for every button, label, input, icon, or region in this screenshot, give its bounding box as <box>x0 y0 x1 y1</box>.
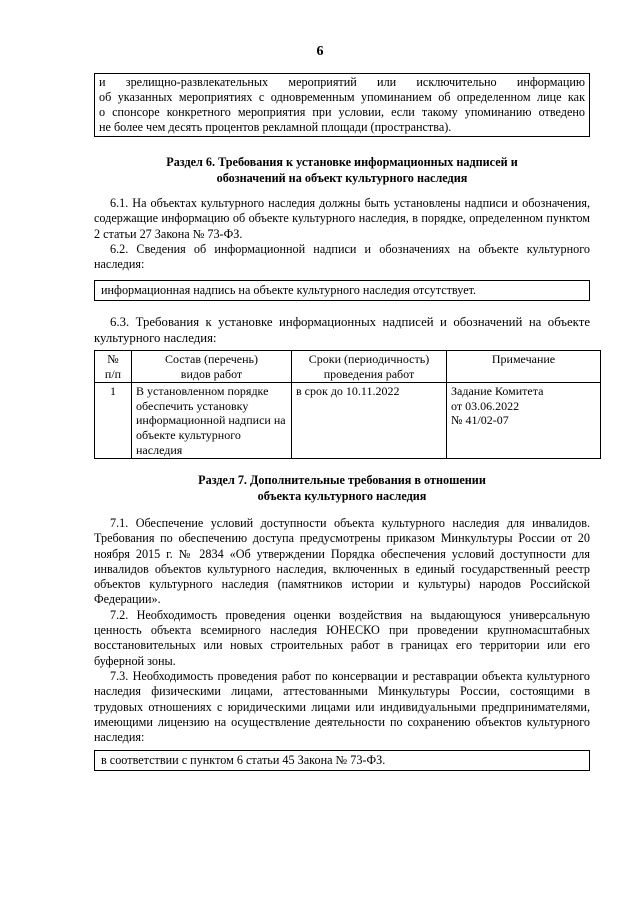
section6-heading-line2: обозначений на объект культурного наследия <box>216 171 468 185</box>
col-header-note: Примечание <box>447 351 601 383</box>
paragraph-7-2: 7.2. Необходимость проведения оценки воздействия на выдающуюся универсальную ценность объекта всемирного наследия ЮНЕСКО при проведении крупномасштабных восстановительных или новых строительных работ в границах его территории или его буферной зоны. <box>94 607 590 668</box>
cell-work: В установленном порядке обеспечить установку информационной надписи на объекте культурного наследия <box>132 383 292 459</box>
cell-num: 1 <box>95 383 132 459</box>
paragraph-7-1: 7.1. Обеспечение условий доступности объекта культурного наследия для инвалидов. Требования по обеспечению доступа предусмотрены приказом Минкультуры России от 20 ноября 2015 г. № 2834 «Об утверждении Порядка обеспечения условий доступности для инвалидов объектов культурного наследия, включенных в единый государственный реестр объектов культурного наследия (памятников истории и культуры) народов Российской Федерации». <box>94 516 590 607</box>
col-header-term: Сроки (периодичность) проведения работ <box>292 351 447 383</box>
section6-heading <box>94 154 590 186</box>
paragraph-6-1: 6.1. На объектах культурного наследия должны быть установлены надписи и обозначения, содержащие информацию об объекте культурного наследия, в порядке, определенном пунктом 2 статьи 27 Закона № 73-ФЗ. <box>94 196 590 241</box>
section7-body <box>94 516 590 745</box>
table-header-row <box>95 351 601 383</box>
section6-heading-line1: Раздел 6. Требования к установке информационных надписей и <box>166 155 518 169</box>
cell-note: Задание Комитета от 03.06.2022 № 41/02-07 <box>447 383 601 459</box>
cell-term: в срок до 10.11.2022 <box>292 383 447 459</box>
info-sign-box: информационная надпись на объекте культурного наследия отсутствует. <box>94 280 590 301</box>
paragraph-6-2: 6.2. Сведения об информационной надписи и обозначениях на объекте культурного наследия: <box>94 241 590 272</box>
box-line: о спонсоре конкретного мероприятия при условии, если такому упоминанию отведено <box>99 105 585 119</box>
section7-heading-line1: Раздел 7. Дополнительные требования в отношении <box>198 473 486 487</box>
continuation-box <box>94 73 590 137</box>
paragraph-7-3: 7.3. Необходимость проведения работ по консервации и реставрации объекта культурного наследия физическими лицами, аттестованными Минкультуры России, состоящими в трудовых отношениях с юридическими лицами или индивидуальными предпринимателями, имеющими лицензию на осуществление деятельности по сохранению объектов культурного наследия: <box>94 668 590 745</box>
restoration-box: в соответствии с пунктом 6 статьи 45 Закона № 73-ФЗ. <box>94 750 590 771</box>
paragraph-6-3: 6.3. Требования к установке информационных надписей и обозначений на объекте культурного наследия: <box>94 315 590 345</box>
section6-body <box>94 196 590 272</box>
section6-3 <box>94 314 590 346</box>
box-line: и зрелищно-развлекательных мероприятий или исключительно информацию <box>99 75 585 89</box>
col-header-num: № п/п <box>95 351 132 383</box>
col-header-work: Состав (перечень) видов работ <box>132 351 292 383</box>
box-line: не более чем десять процентов рекламной площади (пространства). <box>99 120 452 134</box>
section7-heading-line2: объекта культурного наследия <box>257 489 427 503</box>
requirements-table <box>94 350 601 459</box>
table-row <box>95 383 601 459</box>
page-number: 6 <box>316 44 324 59</box>
box-line: об указанных мероприятиях с одновременным упоминанием об определенном лице как <box>99 90 585 104</box>
section7-heading <box>94 472 590 504</box>
